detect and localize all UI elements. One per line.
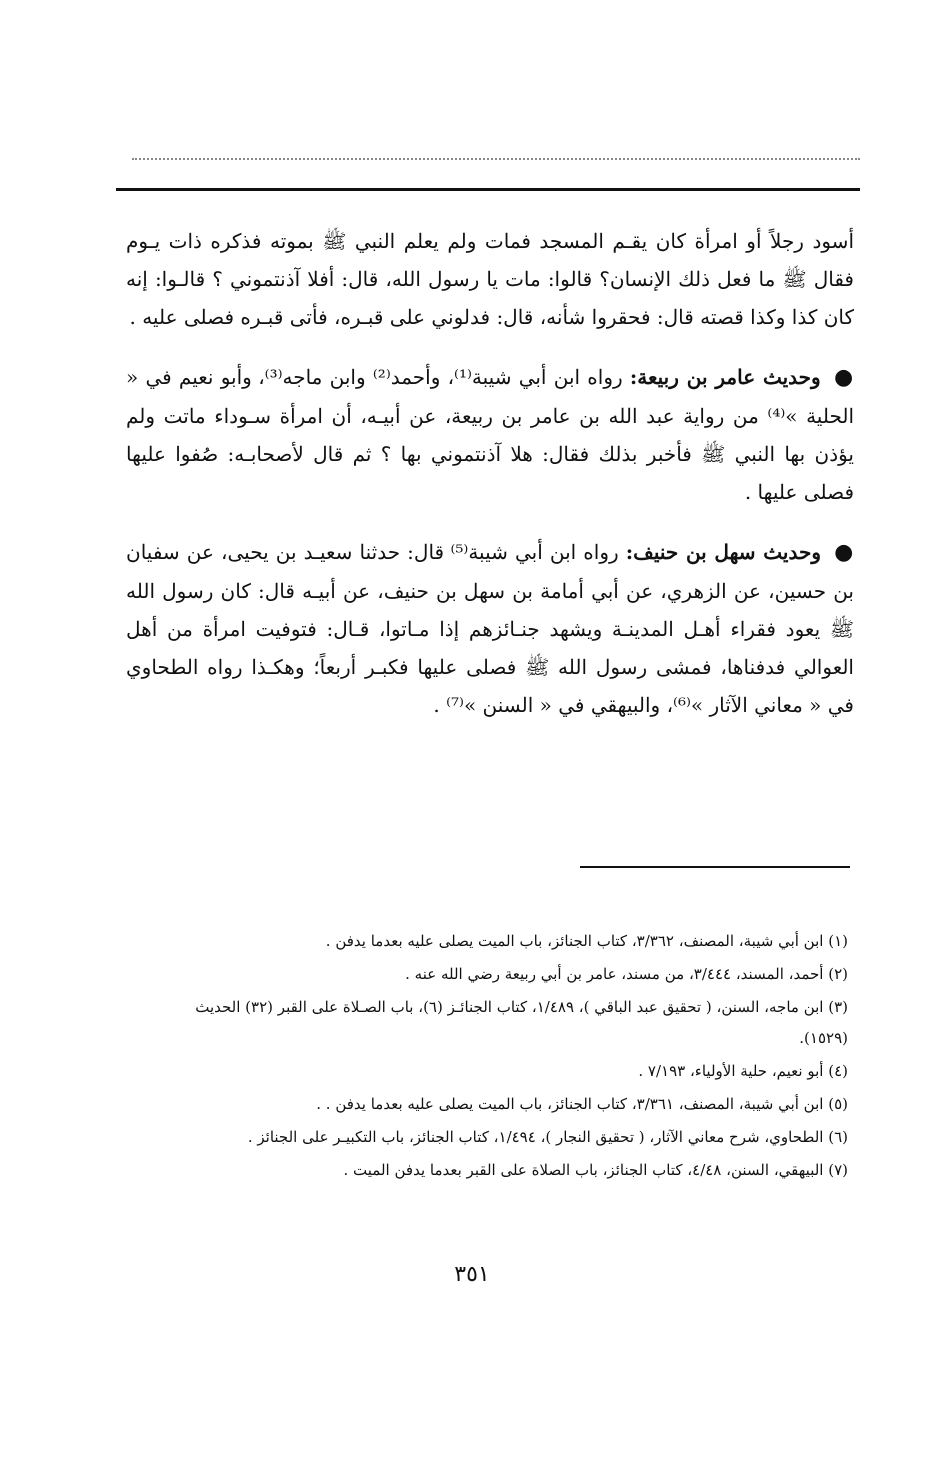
main-text bbox=[126, 222, 854, 746]
footnotes-list bbox=[160, 926, 848, 1188]
paragraph-3 bbox=[126, 533, 854, 724]
footnote-1: (١) ابن أبي شيبة، المصنف، ٣/٣٦٢، كتاب الجنائز، باب الميت يصلى عليه بعدما يدفن . bbox=[325, 932, 848, 950]
footnote-separator bbox=[580, 866, 850, 868]
footnote-7: (٧) البيهقي، السنن، ٤/٤٨، كتاب الجنائز، باب الصلاة على القبر بعدما يدفن الميت . bbox=[343, 1161, 848, 1179]
header-dotted-rule bbox=[132, 158, 860, 160]
footnote-3: (٣) ابن ماجه، السنن، ( تحقيق عبد الباقي )، ١/٤٨٩، كتاب الجنائـز (٦)، باب الصـلاة على القبر (٣٢) الحديث (١٥٢٩). bbox=[195, 998, 848, 1047]
footnote-2: (٢) أحمد، المسند، ٣/٤٤٤، من مسند، عامر بن أبي ربيعة رضي الله عنه . bbox=[405, 965, 848, 983]
page-number: ٣٥١ bbox=[454, 1262, 490, 1287]
footnote-6: (٦) الطحاوي، شرح معاني الآثار، ( تحقيق النجار )، ١/٤٩٤، كتاب الجنائز، باب التكبيـر على الجنائز . bbox=[247, 1128, 848, 1146]
paragraph-2 bbox=[126, 358, 854, 511]
paragraph-3-lead: وحديث سهل بن حنيف: bbox=[625, 540, 821, 564]
bullet-icon: ● bbox=[834, 540, 855, 565]
header-rule bbox=[116, 188, 860, 191]
footnote-4: (٤) أبو نعيم، حلية الأولياء، ٧/١٩٣ . bbox=[638, 1062, 848, 1080]
paragraph-2-lead: وحديث عامر بن ربيعة: bbox=[629, 365, 821, 389]
footnote-5: (٥) ابن أبي شيبة، المصنف، ٣/٣٦١، كتاب الجنائز، باب الميت يصلى عليه بعدما يدفن . . bbox=[316, 1095, 848, 1113]
paragraph-2-text: رواه ابن أبي شيبة⁽¹⁾، وأحمد⁽²⁾ وابن ماجه⁽³⁾، وأبو نعيم في « الحلية »⁽⁴⁾ من رواية عبد الله بن عامر بن ربيعة، عن أبيـه، أن امرأة سـوداء ماتت ولم يؤذن بها النبي ﷺ فأخبر بذلك فقال: هلا آذنتموني بها ؟ ثم قال لأصحابـه: صُفوا عليها فصلى عليها . bbox=[126, 365, 855, 504]
bullet-icon: ● bbox=[833, 365, 855, 390]
paragraph-1 bbox=[126, 222, 854, 336]
paragraph-1-text: أسود رجلاً أو امرأة كان يقـم المسجد فمات ولم يعلم النبي ﷺ بموته فذكره ذات يـوم فقال ﷺ ما فعل ذلك الإنسان؟ قالوا: مات يا رسول الله، قال: أفلا آذنتموني ؟ قالـوا: إنه كان كذا وكذا قصته قال: فحقروا شأنه، قال: فدلوني على قبـره، فأتى قبـره فصلى عليه . bbox=[126, 229, 854, 329]
paragraph-3-text: رواه ابن أبي شيبة⁽⁵⁾ قال: حدثنا سعيـد بن يحيى، عن سفيان بن حسين، عن الزهري، عن أبي أمامة بن سهل بن حنيف، عن أبيـه قال: كان رسول الله ﷺ يعود فقراء أهـل المدينـة ويشهد جنـائزهم إذا مـاتوا، قـال: فتوفيت امرأة من أهل العوالي فدفناها، فمشى رسول الله ﷺ فصلى عليها فكبـر أربعاً؛ وهكـذا رواه الطحاوي في « معاني الآثار »⁽⁶⁾، والبيهقي في « السنن »⁽⁷⁾ . bbox=[126, 540, 854, 717]
